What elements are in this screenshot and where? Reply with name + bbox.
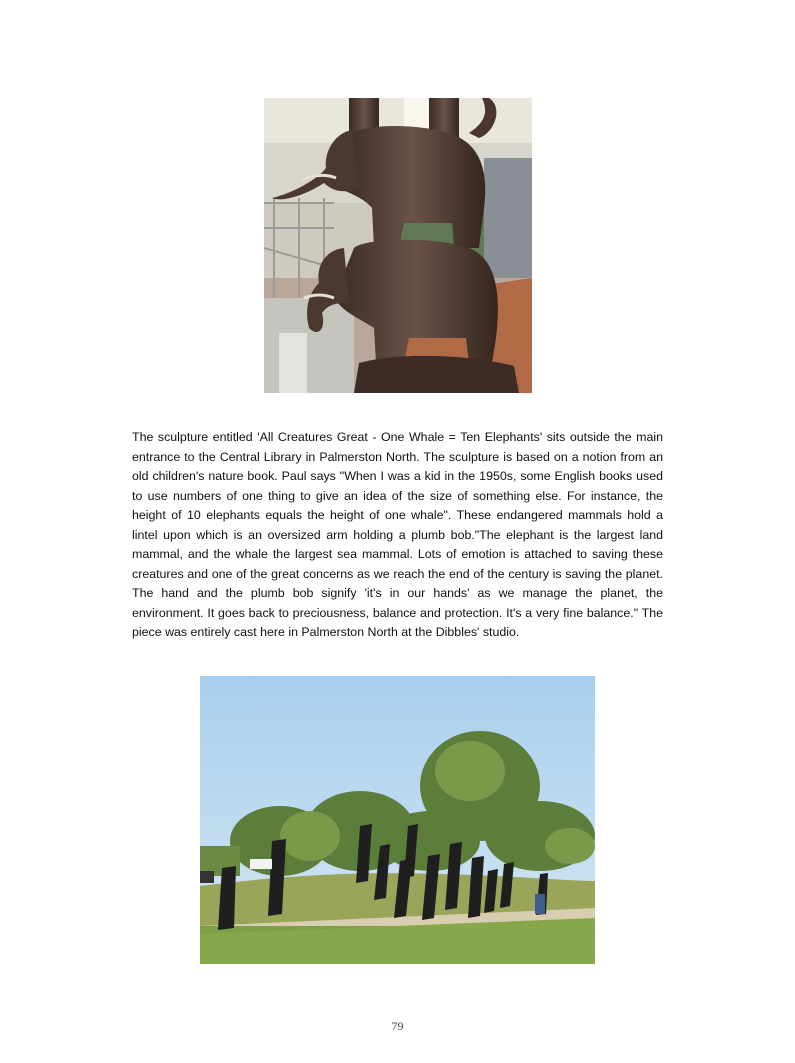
park-sculptures-photo [200,676,595,964]
body-paragraph: The sculpture entitled 'All Creatures Great - One Whale = Ten Elephants' sits outside the main entrance to the Central Library in Palmerston North. The sculpture is based on a notion from an old children's nature book. Paul says "When I was a kid in the 1950s, some English books used to use numbers of one thing to give an idea of the size of something else. For instance, the height of 10 elephants equals the height of one whale". These endangered mammals hold a lintel upon which is an oversized arm holding a plumb bob."The elephant is the largest land mammal, and the whale the largest sea mammal. Lots of emotion is attached to saving these creatures and one of the great concerns as we reach the end of the century is saving the planet. The hand and the plumb bob signify 'it's in our hands' as we manage the planet, the environment. It goes back to preciousness, balance and protection. It's a very fine balance." The piece was entirely cast here in Palmerston North at the Dibbles' studio. [132,430,663,639]
page-number: 79 [391,1019,404,1033]
elephant-sculpture-photo [264,98,532,393]
